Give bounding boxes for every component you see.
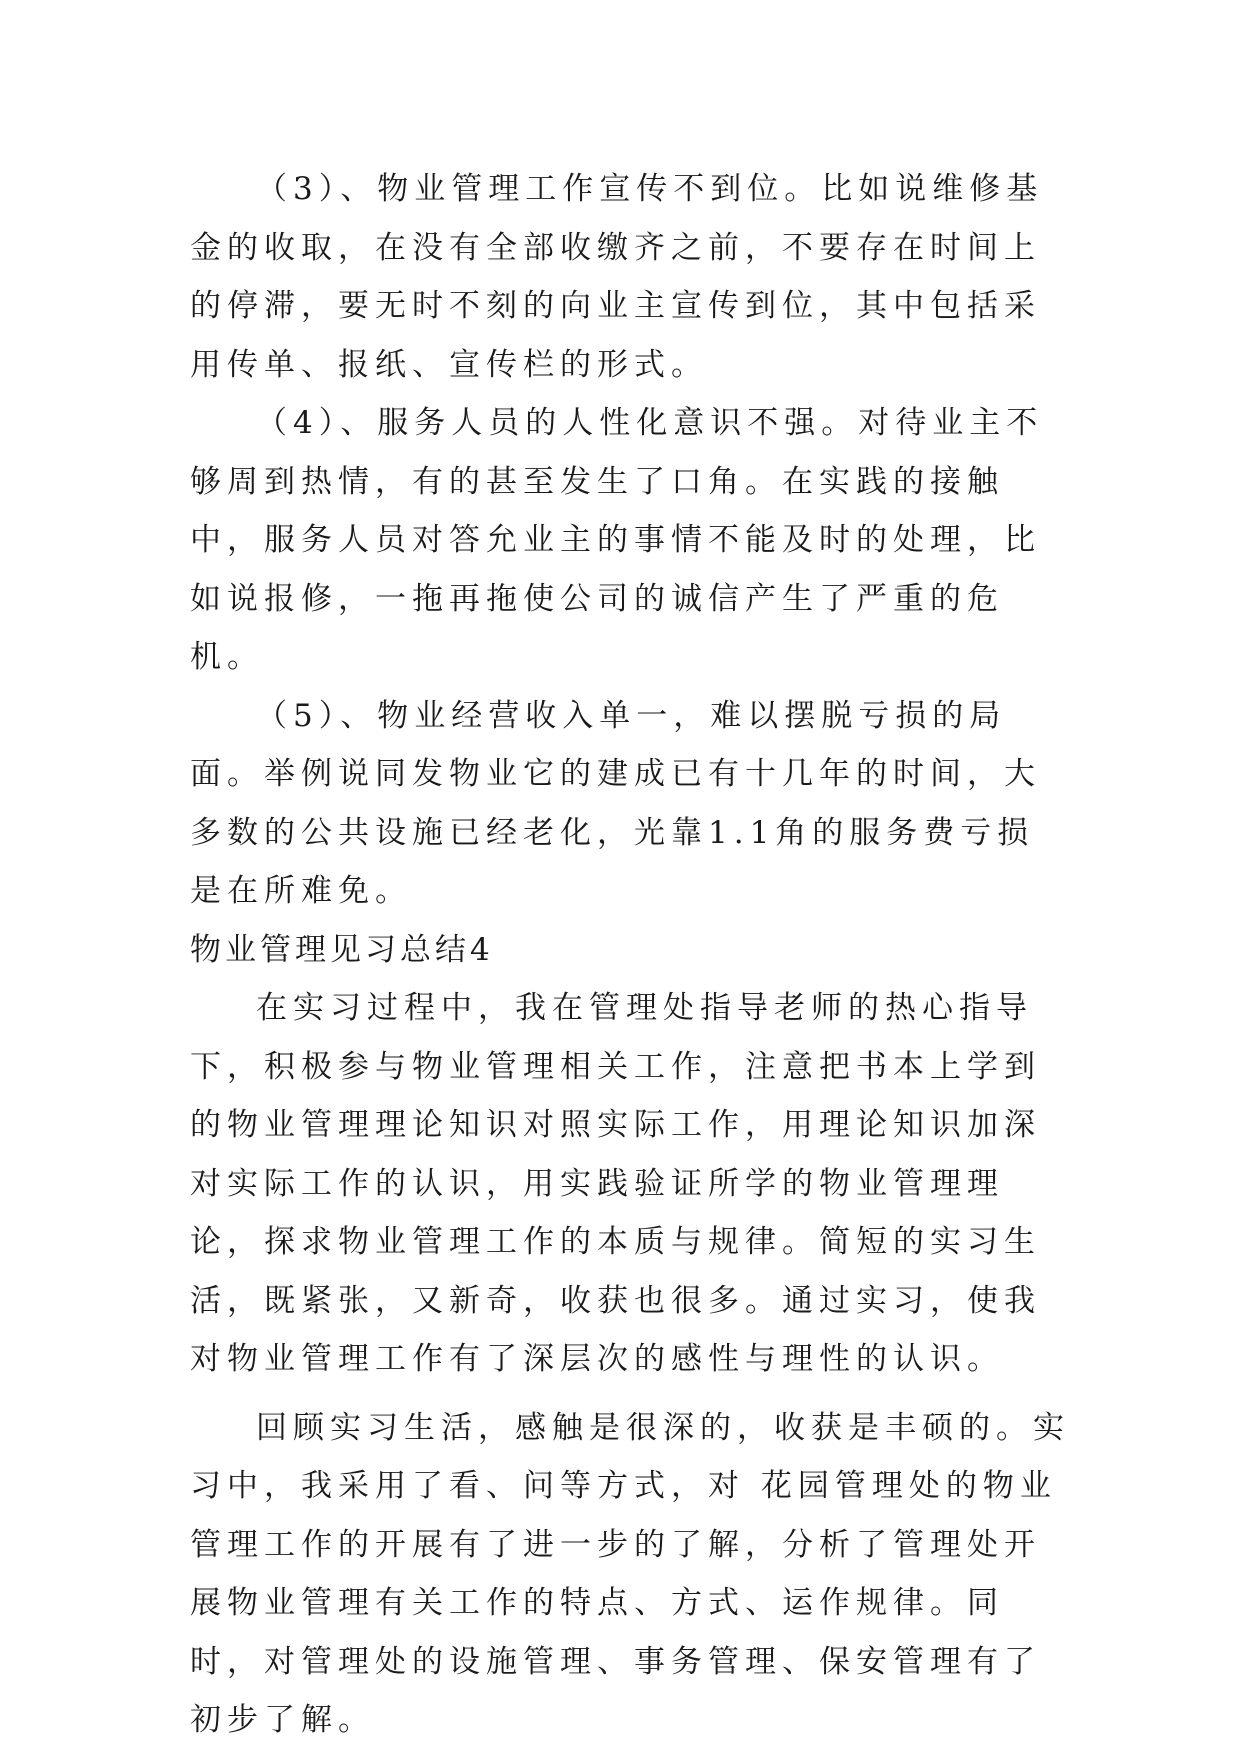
paragraph-internship-review: 回顾实习生活，感触是很深的，收获是丰硕的。实习中，我采用了看、问等方式，对 花园管理处的物业管理工作的开展有了进一步的了解，分析了管理处开展物业管理有关工作的特点、方式、运作规律。同时，对管理处的设施管理、事务管理、保安管理有了初步了解。 [190, 1409, 1070, 1738]
paragraph-internship-intro: 在实习过程中，我在管理处指导老师的热心指导下，积极参与物业管理相关工作，注意把书本上学到的物业管理理论知识对照实际工作，用理论知识加深对实际工作的认识，用实践验证所学的物业管理理论，探求物业管理工作的本质与规律。简短的实习生活，既紧张，又新奇，收获也很多。通过实习，使我对物业管理工作有了深层次的感性与理性的认识。 [190, 990, 1041, 1377]
paragraph-spacer [190, 1389, 1070, 1399]
paragraph-item-3: （3）、物业管理工作宣传不到位。比如说维修基金的收取，在没有全部收缴齐之前，不要存在时间上的停滞，要无时不刻的向业主宣传到位，其中包括采用传单、报纸、宣传栏的形式。 [190, 171, 1044, 383]
document-body [190, 160, 1070, 1750]
paragraph-item-5: （5）、物业经营收入单一，难以摆脱亏损的局面。举例说同发物业它的建成已有十几年的时间，大多数的公共设施已经老化，光靠1.1角的服务费亏损是在所难免。 [190, 697, 1041, 909]
paragraph-item-4: （4）、服务人员的人性化意识不强。对待业主不够周到热情，有的甚至发生了口角。在实践的接触中，服务人员对答允业主的事情不能及时的处理，比如说报修，一拖再拖使公司的诚信产生了严重的危机。 [190, 405, 1044, 675]
section-heading: 物业管理见习总结4 [190, 931, 494, 968]
